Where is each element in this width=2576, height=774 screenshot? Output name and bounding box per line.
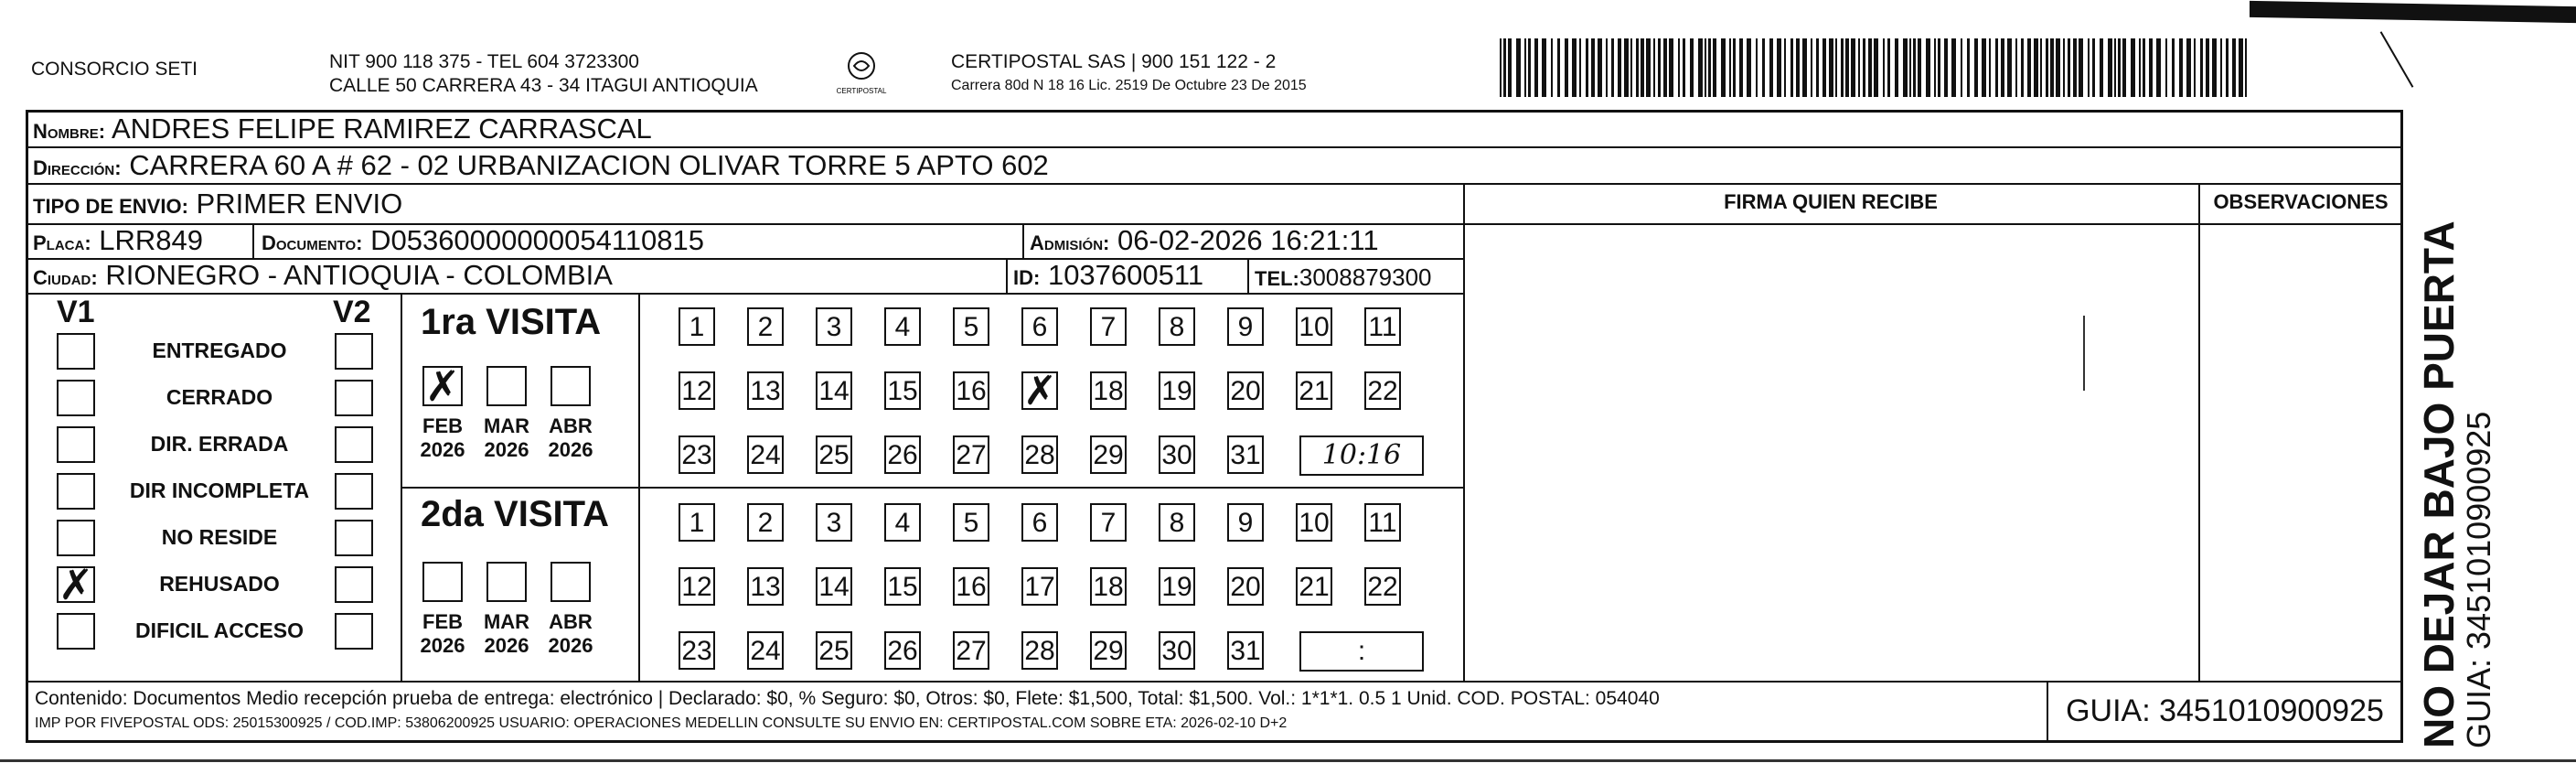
visit1-day-29[interactable]: 29 [1090, 435, 1127, 474]
visit2-time-box[interactable]: : [1299, 631, 1424, 672]
tipo-value: PRIMER ENVIO [196, 188, 403, 220]
status-label-dir-errada: DIR. ERRADA [150, 432, 289, 456]
cell-divider [1006, 258, 1008, 293]
visit2-day-25[interactable]: 25 [816, 631, 852, 670]
visit1-day-30[interactable]: 30 [1159, 435, 1195, 474]
cell-divider [252, 223, 254, 258]
footer-guia: GUIA: 3451010900925 [2066, 693, 2384, 728]
visit2-month-name: FEB [422, 610, 463, 633]
visit1-day-25[interactable]: 25 [816, 435, 852, 474]
col-divider [2198, 183, 2200, 681]
visit2-day-24[interactable]: 24 [747, 631, 784, 670]
footer-line1: Contenido: Documentos Medio recepción prueba de entrega: electrónico | Declarado: $0, % Seguro: $0, Otros: $0, Flete: $1,500, Total: $1,500. Vol.: 1*1*1. 0.5 1 Unid. COD. POSTAL: 054040 [35, 688, 1660, 709]
scan-line [2380, 31, 2414, 88]
visit2-day-16[interactable]: 16 [953, 567, 989, 606]
signature-stroke [2083, 316, 2085, 391]
v1-check-mark: ✗ [58, 560, 94, 609]
side-warning: NO DEJAR BAJO PUERTA [2415, 220, 2463, 748]
visit1-day-14[interactable]: 14 [816, 371, 852, 410]
visit1-month-year: 2026 [484, 438, 529, 461]
id-value: 1037600511 [1047, 259, 1204, 291]
visit1-day-18[interactable]: 18 [1090, 371, 1127, 410]
visit1-day-3[interactable]: 3 [816, 307, 852, 346]
visit1-day-15[interactable]: 15 [884, 371, 921, 410]
visit1-title: 1ra VISITA [421, 302, 602, 342]
visit2-month-box-abr[interactable] [550, 562, 591, 602]
visit1-day-13[interactable]: 13 [747, 371, 784, 410]
visit1-day-24[interactable]: 24 [747, 435, 784, 474]
scan-edge [2250, 1, 2576, 23]
visit2-month-name: ABR [549, 610, 593, 633]
barcode [1500, 38, 2250, 97]
visit1-day-1[interactable]: 1 [679, 307, 715, 346]
nombre-value: ANDRES FELIPE RAMIREZ CARRASCAL [111, 113, 652, 145]
visit1-day-28[interactable]: 28 [1021, 435, 1058, 474]
visit2-day-31[interactable]: 31 [1227, 631, 1264, 670]
visit1-day-5[interactable]: 5 [953, 307, 989, 346]
visit1-day-12[interactable]: 12 [679, 371, 715, 410]
visit1-day-6[interactable]: 6 [1021, 307, 1058, 346]
visit2-month-box-mar[interactable] [486, 562, 527, 602]
tel-value: 3008879300 [1299, 263, 1432, 291]
visit2-day-9[interactable]: 9 [1227, 503, 1264, 542]
visit2-day-18[interactable]: 18 [1090, 567, 1127, 606]
admision-cell [1030, 225, 1379, 259]
visit1-day-21[interactable]: 21 [1296, 371, 1332, 410]
visit2-day-19[interactable]: 19 [1159, 567, 1195, 606]
visit2-month-year: 2026 [548, 634, 593, 657]
visit1-day-9[interactable]: 9 [1227, 307, 1264, 346]
v1-checkbox-cerrado[interactable] [57, 380, 95, 416]
address-line: CALLE 50 CARRERA 43 - 34 ITAGUI ANTIOQUIA [329, 75, 758, 96]
placa-cell [33, 225, 203, 259]
visit1-time-box[interactable]: 10:16 [1299, 435, 1424, 476]
v1-checkbox-dir-incompleta[interactable] [57, 473, 95, 510]
direccion-label: Dirección: [33, 156, 122, 179]
visit2-day-10[interactable]: 10 [1296, 503, 1332, 542]
visit2-month-year: 2026 [420, 634, 465, 657]
tipo-label: TIPO DE ENVIO: [33, 195, 188, 218]
v2-checkbox-dificil-acceso[interactable] [335, 613, 373, 650]
v1-checkbox-no-reside[interactable] [57, 520, 95, 556]
visit2-day-23[interactable]: 23 [679, 631, 715, 670]
visit1-day-8[interactable]: 8 [1159, 307, 1195, 346]
license-line: Carrera 80d N 18 16 Lic. 2519 De Octubre 23 De 2015 [951, 78, 1307, 93]
visit2-day-2[interactable]: 2 [747, 503, 784, 542]
certipostal-logo [834, 48, 889, 99]
nit-line: NIT 900 118 375 - TEL 604 3723300 [329, 51, 639, 72]
cell-divider [1247, 258, 1249, 293]
visit2-day-8[interactable]: 8 [1159, 503, 1195, 542]
v2-header: V2 [333, 295, 371, 329]
visit2-day-13[interactable]: 13 [747, 567, 784, 606]
tipo-row [33, 188, 402, 222]
id-label: ID: [1013, 266, 1041, 289]
visit2-day-21[interactable]: 21 [1296, 567, 1332, 606]
v2-checkbox-entregado[interactable] [335, 333, 373, 370]
visit1-month-year: 2026 [548, 438, 593, 461]
visit2-day-12[interactable]: 12 [679, 567, 715, 606]
visit2-day-17[interactable]: 17 [1021, 567, 1058, 606]
visit1-day-11[interactable]: 11 [1364, 307, 1401, 346]
visit1-day-22[interactable]: 22 [1364, 371, 1401, 410]
status-label-entregado: ENTREGADO [152, 339, 287, 362]
visit1-day-mark: ✗ [1023, 369, 1057, 414]
status-label-cerrado: CERRADO [166, 385, 273, 409]
status-label-no-reside: NO RESIDE [161, 525, 278, 549]
visit2-month-name: MAR [483, 610, 530, 633]
cell-divider [1022, 223, 1024, 258]
visit1-day-16[interactable]: 16 [953, 371, 989, 410]
visit1-day-2[interactable]: 2 [747, 307, 784, 346]
visit2-day-29[interactable]: 29 [1090, 631, 1127, 670]
id-cell [1013, 260, 1203, 294]
status-label-dir-incompleta: DIR INCOMPLETA [129, 478, 310, 502]
ciudad-cell [33, 260, 613, 294]
v2-checkbox-cerrado[interactable] [335, 380, 373, 416]
nombre-row [33, 113, 652, 147]
visit1-month-name: MAR [483, 414, 530, 437]
v2-checkbox-no-reside[interactable] [335, 520, 373, 556]
ciudad-label: Ciudad: [33, 266, 98, 289]
v2-checkbox-rehusado[interactable] [335, 566, 373, 603]
v1-header: V1 [57, 295, 95, 329]
visit2-day-5[interactable]: 5 [953, 503, 989, 542]
visit1-day-10[interactable]: 10 [1296, 307, 1332, 346]
status-label-rehusado: REHUSADO [159, 572, 280, 596]
visit2-day-20[interactable]: 20 [1227, 567, 1264, 606]
placa-value: LRR849 [99, 224, 204, 256]
direccion-row [33, 150, 1049, 184]
visit1-month-year: 2026 [420, 438, 465, 461]
v2-checkbox-dir-errada[interactable] [335, 426, 373, 463]
v1-checkbox-entregado[interactable] [57, 333, 95, 370]
v1-checkbox-dir-errada[interactable] [57, 426, 95, 463]
scan-bottom-edge [0, 759, 2576, 762]
visit1-day-7[interactable]: 7 [1090, 307, 1127, 346]
visit2-day-7[interactable]: 7 [1090, 503, 1127, 542]
visit1-day-19[interactable]: 19 [1159, 371, 1195, 410]
visit1-day-20[interactable]: 20 [1227, 371, 1264, 410]
visit1-day-4[interactable]: 4 [884, 307, 921, 346]
company-name: CONSORCIO SETI [31, 59, 198, 80]
visit2-day-11[interactable]: 11 [1364, 503, 1401, 542]
direccion-value: CARRERA 60 A # 62 - 02 URBANIZACION OLIVAR TORRE 5 APTO 602 [129, 149, 1049, 181]
footer-line2: IMP POR FIVEPOSTAL ODS: 25015300925 / COD.IMP: 53806200925 USUARIO: OPERACIONES MEDELLIN CONSULTE SU ENVIO EN: CERTIPOSTAL.COM SOBRE ETA: 2026-02-10 D+2 [35, 715, 1288, 731]
firma-header: FIRMA QUIEN RECIBE [1724, 190, 1938, 213]
visit2-day-15[interactable]: 15 [884, 567, 921, 606]
visit2-title: 2da VISITA [421, 494, 609, 534]
visit2-day-14[interactable]: 14 [816, 567, 852, 606]
visit1-day-23[interactable]: 23 [679, 435, 715, 474]
status-label-dificil-acceso: DIFICIL ACCESO [134, 618, 304, 642]
visit2-day-1[interactable]: 1 [679, 503, 715, 542]
visit1-day-27[interactable]: 27 [953, 435, 989, 474]
visit1-month-name: ABR [549, 414, 593, 437]
tel-cell [1255, 263, 1432, 292]
observaciones-header: OBSERVACIONES [2213, 190, 2389, 213]
nombre-label: Nombre: [33, 120, 106, 143]
carrier-line: CERTIPOSTAL SAS | 900 151 122 - 2 [951, 51, 1277, 72]
side-guia: GUIA: 3451010900925 [2460, 411, 2497, 748]
admision-value: 06-02-2026 16:21:11 [1117, 224, 1379, 256]
visit2-day-30[interactable]: 30 [1159, 631, 1195, 670]
documento-cell [262, 225, 704, 259]
documento-value: D05360000000054110815 [370, 224, 704, 256]
visit-divider [401, 487, 1463, 489]
visit2-month-year: 2026 [484, 634, 529, 657]
visit1-month-name: FEB [422, 414, 463, 437]
visit1-day-17[interactable] [1021, 369, 1058, 414]
documento-label: Documento: [262, 231, 363, 254]
visit2-day-26[interactable]: 26 [884, 631, 921, 670]
visit1-month-box-mar[interactable] [486, 366, 527, 406]
visit2-day-28[interactable]: 28 [1021, 631, 1058, 670]
visit2-day-4[interactable]: 4 [884, 503, 921, 542]
logo-text: CERTIPOSTAL [836, 87, 887, 95]
col-divider [1463, 183, 1465, 681]
v1-checkbox-dificil-acceso[interactable] [57, 613, 95, 650]
visit2-day-3[interactable]: 3 [816, 503, 852, 542]
placa-label: Placa: [33, 231, 91, 254]
ciudad-value: RIONEGRO - ANTIOQUIA - COLOMBIA [105, 259, 613, 291]
visit1-day-26[interactable]: 26 [884, 435, 921, 474]
visit1-month-mark: ✗ [424, 361, 461, 411]
visit1-day-31[interactable]: 31 [1227, 435, 1264, 474]
v2-checkbox-dir-incompleta[interactable] [335, 473, 373, 510]
tel-label: TEL: [1255, 267, 1299, 290]
visit2-month-box-feb[interactable] [422, 562, 463, 602]
visit2-day-22[interactable]: 22 [1364, 567, 1401, 606]
visit2-day-6[interactable]: 6 [1021, 503, 1058, 542]
visit1-month-box-abr[interactable] [550, 366, 591, 406]
admision-label: Admisión: [1030, 231, 1110, 254]
visit2-day-27[interactable]: 27 [953, 631, 989, 670]
